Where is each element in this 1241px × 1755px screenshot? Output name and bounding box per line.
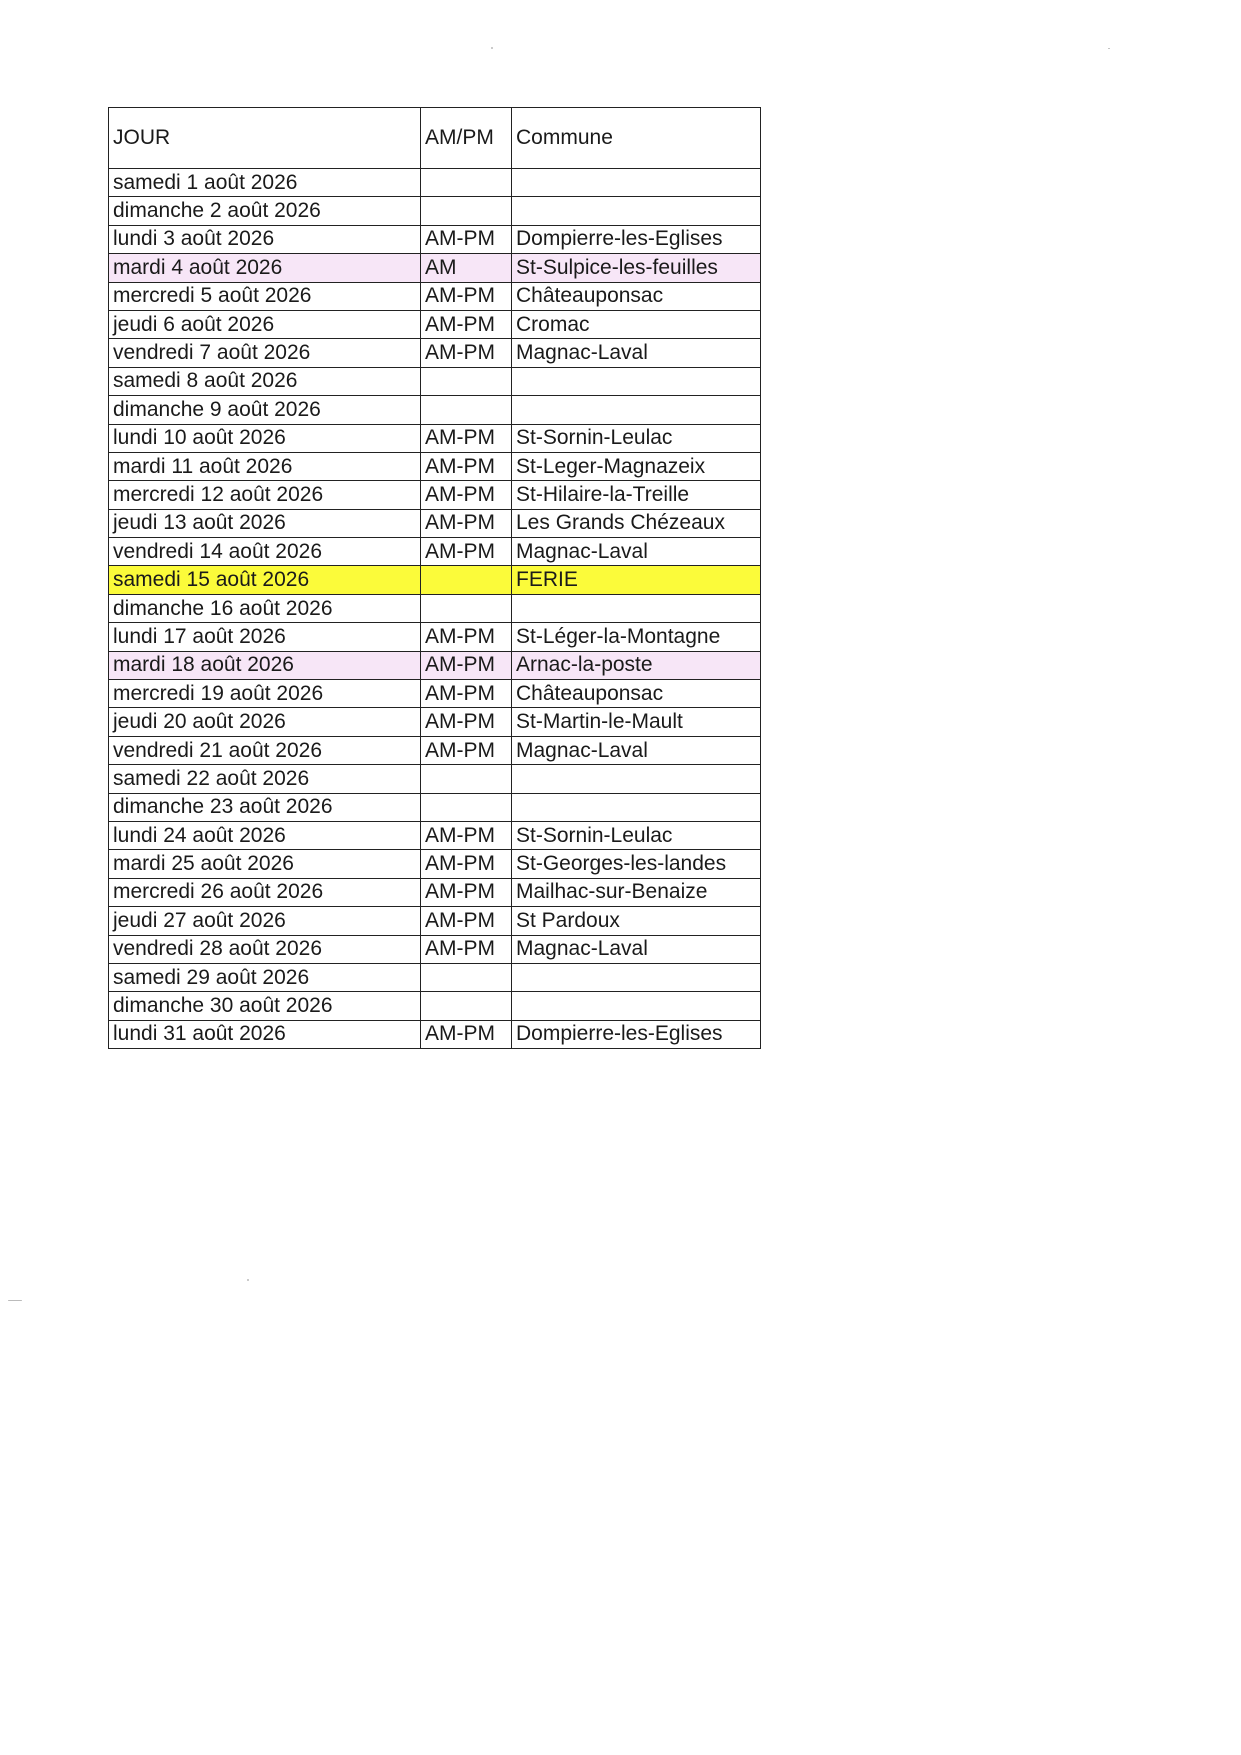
schedule-table: [108, 107, 761, 1049]
cell-commune: St-Martin-le-Mault: [512, 708, 761, 736]
table-row: [109, 538, 761, 566]
cell-ampm: AM-PM: [421, 310, 512, 338]
cell-commune: St-Leger-Magnazeix: [512, 452, 761, 480]
cell-commune: Châteauponsac: [512, 680, 761, 708]
cell-ampm: AM-PM: [421, 821, 512, 849]
table-row: [109, 850, 761, 878]
cell-ampm: AM-PM: [421, 651, 512, 679]
header-jour: JOUR: [109, 108, 421, 169]
cell-jour: samedi 1 août 2026: [109, 169, 421, 197]
cell-jour: jeudi 6 août 2026: [109, 310, 421, 338]
cell-jour: vendredi 28 août 2026: [109, 935, 421, 963]
cell-jour: jeudi 13 août 2026: [109, 509, 421, 537]
cell-ampm: AM-PM: [421, 736, 512, 764]
cell-ampm: AM: [421, 254, 512, 282]
table-row: [109, 197, 761, 225]
table-row: [109, 992, 761, 1020]
cell-commune: St-Georges-les-landes: [512, 850, 761, 878]
cell-jour: samedi 15 août 2026: [109, 566, 421, 594]
cell-ampm: [421, 963, 512, 991]
table-row: [109, 396, 761, 424]
scan-speck: [247, 1279, 249, 1281]
cell-jour: samedi 8 août 2026: [109, 367, 421, 395]
cell-ampm: [421, 793, 512, 821]
table-row: [109, 1020, 761, 1048]
cell-commune: [512, 793, 761, 821]
cell-ampm: [421, 765, 512, 793]
table-row: [109, 680, 761, 708]
cell-ampm: AM-PM: [421, 935, 512, 963]
scan-speck: [1108, 48, 1110, 49]
cell-jour: mardi 25 août 2026: [109, 850, 421, 878]
cell-jour: vendredi 7 août 2026: [109, 339, 421, 367]
table-row: [109, 651, 761, 679]
cell-commune: Dompierre-les-Eglises: [512, 1020, 761, 1048]
cell-commune: St-Hilaire-la-Treille: [512, 481, 761, 509]
table-row: [109, 793, 761, 821]
cell-commune: [512, 367, 761, 395]
cell-jour: mardi 11 août 2026: [109, 452, 421, 480]
cell-commune: [512, 396, 761, 424]
table-row: [109, 963, 761, 991]
cell-commune: Châteauponsac: [512, 282, 761, 310]
cell-commune: [512, 594, 761, 622]
cell-commune: Arnac-la-poste: [512, 651, 761, 679]
scan-speck: [8, 1300, 22, 1301]
cell-jour: jeudi 27 août 2026: [109, 907, 421, 935]
cell-jour: mercredi 26 août 2026: [109, 878, 421, 906]
cell-ampm: AM-PM: [421, 452, 512, 480]
cell-commune: Magnac-Laval: [512, 339, 761, 367]
cell-commune: [512, 992, 761, 1020]
cell-ampm: AM-PM: [421, 907, 512, 935]
cell-jour: samedi 29 août 2026: [109, 963, 421, 991]
table-row: [109, 566, 761, 594]
cell-ampm: AM-PM: [421, 878, 512, 906]
cell-ampm: [421, 367, 512, 395]
cell-ampm: AM-PM: [421, 1020, 512, 1048]
table-row: [109, 623, 761, 651]
cell-jour: samedi 22 août 2026: [109, 765, 421, 793]
cell-jour: vendredi 21 août 2026: [109, 736, 421, 764]
table-body: [109, 169, 761, 1049]
table-row: [109, 935, 761, 963]
table-row: [109, 509, 761, 537]
cell-commune: Les Grands Chézeaux: [512, 509, 761, 537]
table-row: [109, 254, 761, 282]
cell-commune: St-Sornin-Leulac: [512, 821, 761, 849]
cell-jour: mercredi 12 août 2026: [109, 481, 421, 509]
cell-ampm: [421, 197, 512, 225]
header-row: [109, 108, 761, 169]
cell-commune: [512, 765, 761, 793]
cell-ampm: AM-PM: [421, 680, 512, 708]
header-commune: Commune: [512, 108, 761, 169]
cell-ampm: AM-PM: [421, 339, 512, 367]
cell-ampm: [421, 566, 512, 594]
cell-jour: lundi 31 août 2026: [109, 1020, 421, 1048]
cell-commune: Magnac-Laval: [512, 935, 761, 963]
cell-ampm: AM-PM: [421, 538, 512, 566]
cell-ampm: [421, 169, 512, 197]
cell-ampm: AM-PM: [421, 282, 512, 310]
cell-ampm: AM-PM: [421, 424, 512, 452]
cell-jour: vendredi 14 août 2026: [109, 538, 421, 566]
cell-jour: lundi 24 août 2026: [109, 821, 421, 849]
cell-jour: mercredi 19 août 2026: [109, 680, 421, 708]
table-row: [109, 169, 761, 197]
cell-ampm: AM-PM: [421, 225, 512, 253]
cell-jour: dimanche 2 août 2026: [109, 197, 421, 225]
cell-commune: St-Léger-la-Montagne: [512, 623, 761, 651]
cell-jour: jeudi 20 août 2026: [109, 708, 421, 736]
cell-commune: Cromac: [512, 310, 761, 338]
cell-jour: lundi 10 août 2026: [109, 424, 421, 452]
cell-ampm: [421, 594, 512, 622]
cell-commune: Dompierre-les-Eglises: [512, 225, 761, 253]
cell-jour: lundi 17 août 2026: [109, 623, 421, 651]
table-row: [109, 367, 761, 395]
cell-ampm: AM-PM: [421, 509, 512, 537]
cell-jour: lundi 3 août 2026: [109, 225, 421, 253]
cell-jour: dimanche 30 août 2026: [109, 992, 421, 1020]
cell-commune: [512, 197, 761, 225]
cell-commune: Magnac-Laval: [512, 538, 761, 566]
cell-commune: St-Sornin-Leulac: [512, 424, 761, 452]
cell-commune: [512, 963, 761, 991]
cell-jour: dimanche 9 août 2026: [109, 396, 421, 424]
table-row: [109, 708, 761, 736]
cell-ampm: AM-PM: [421, 623, 512, 651]
cell-commune: FERIE: [512, 566, 761, 594]
table-row: [109, 594, 761, 622]
cell-commune: St Pardoux: [512, 907, 761, 935]
cell-ampm: AM-PM: [421, 850, 512, 878]
table-header: [109, 108, 761, 169]
table-row: [109, 765, 761, 793]
cell-jour: dimanche 23 août 2026: [109, 793, 421, 821]
cell-ampm: [421, 992, 512, 1020]
table-row: [109, 310, 761, 338]
cell-ampm: [421, 396, 512, 424]
cell-commune: Mailhac-sur-Benaize: [512, 878, 761, 906]
table-row: [109, 282, 761, 310]
table-row: [109, 452, 761, 480]
table-row: [109, 878, 761, 906]
scan-speck: [491, 47, 493, 49]
cell-commune: St-Sulpice-les-feuilles: [512, 254, 761, 282]
table-row: [109, 736, 761, 764]
cell-jour: mercredi 5 août 2026: [109, 282, 421, 310]
table-row: [109, 339, 761, 367]
cell-ampm: AM-PM: [421, 708, 512, 736]
table-row: [109, 481, 761, 509]
cell-commune: [512, 169, 761, 197]
cell-jour: mardi 4 août 2026: [109, 254, 421, 282]
cell-jour: mardi 18 août 2026: [109, 651, 421, 679]
table-row: [109, 907, 761, 935]
cell-ampm: AM-PM: [421, 481, 512, 509]
table-row: [109, 225, 761, 253]
table-row: [109, 821, 761, 849]
cell-commune: Magnac-Laval: [512, 736, 761, 764]
header-ampm: AM/PM: [421, 108, 512, 169]
table-row: [109, 424, 761, 452]
cell-jour: dimanche 16 août 2026: [109, 594, 421, 622]
